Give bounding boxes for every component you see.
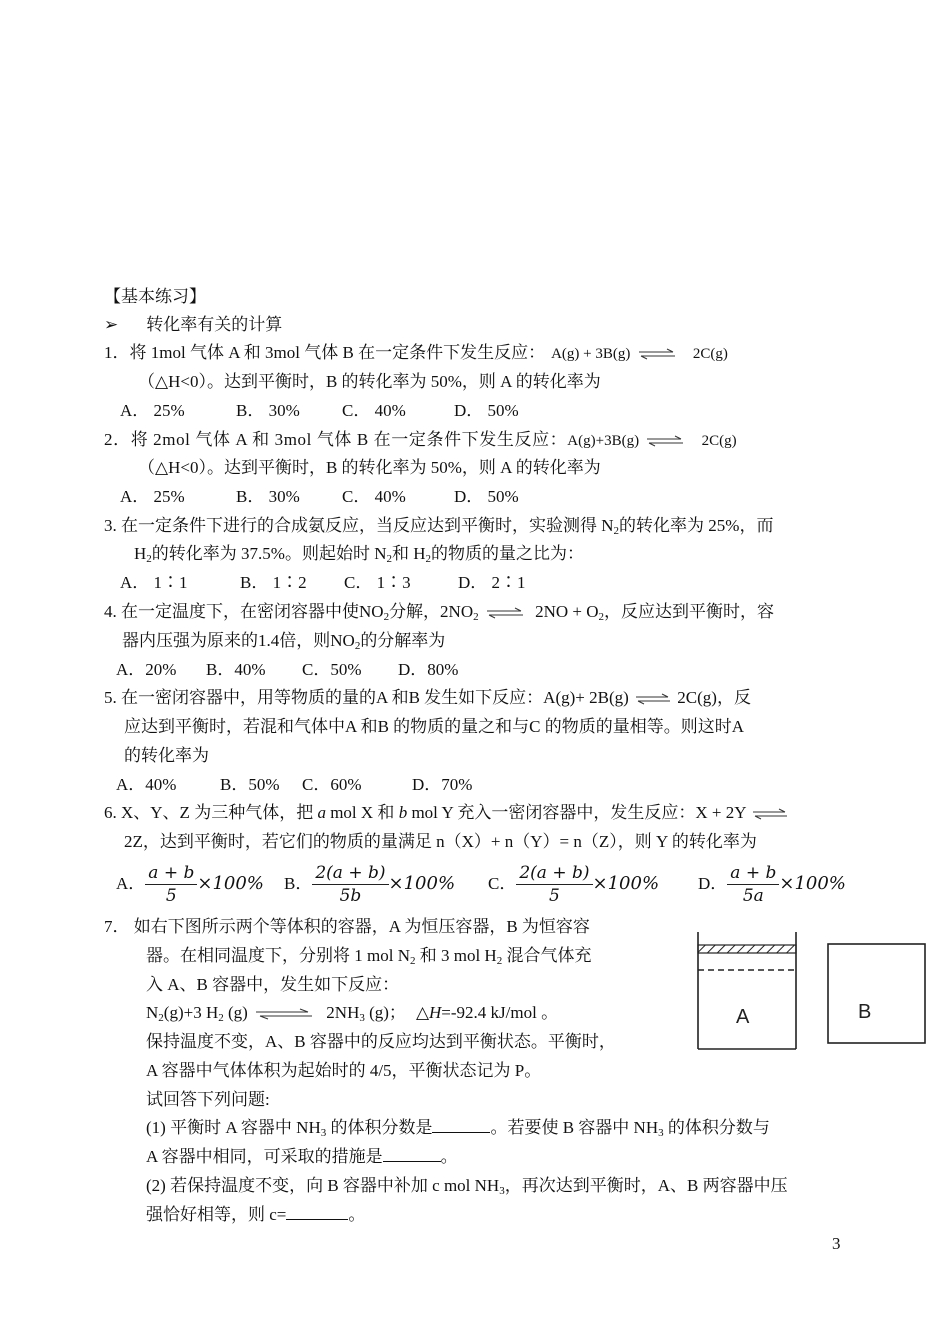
q7-line1: 7． 如右下图所示两个等体积的容器，A 为恒压容器，B 为恒容容: [104, 917, 590, 936]
q1-line1: 1．将 1mol 气体 A 和 3mol 气体 B 在一定条件下发生反应： A(g) + 3B(g) 2C(g): [104, 343, 728, 362]
q7-part1-line1: (1) 平衡时 A 容器中 $NH_3$ 的体积分数是 。若要使 B 容器中 $NH_3$ 的体积分数与: [146, 1118, 770, 1139]
answer-blank[interactable]: [383, 1145, 441, 1162]
q5-line3: 的转化率为: [124, 746, 209, 765]
q5-line2: 应达到平衡时，若混和气体中A 和B 的物质的量之和与C 的物质的量相等。则这时A: [124, 717, 745, 736]
q2-option-a: A． 25%: [120, 487, 185, 506]
q2-option-c: C． 40%: [342, 487, 406, 506]
q7-equation: $N_2(g)+3$ $H_2$ (g) $2NH_3$ (g)； △H=-92.4 kJ/mol 。: [146, 1003, 559, 1024]
q1-options: [120, 399, 519, 423]
bullet-arrow-icon: ➢: [104, 315, 119, 334]
q1-option-c: C． 40%: [342, 401, 406, 420]
q5-option-d: D．70%: [412, 775, 473, 794]
answer-blank[interactable]: [432, 1116, 490, 1133]
equilibrium-arrow-icon: [750, 807, 790, 821]
q6-option-d: D． $\frac{a + b}{5a}$ ×100%: [698, 862, 846, 906]
q1-line2: （△H<0）。达到平衡时，B 的转化率为 50%，则 A 的转化率为: [138, 372, 601, 391]
container-b: [828, 944, 925, 1043]
q7-line6: A 容器中气体体积为起始时的 4/5，平衡状态记为 P。: [146, 1061, 542, 1080]
page-number: 3: [832, 1234, 841, 1253]
q6-option-b: B． $\frac{2(a + b)}{5b}$ ×100%: [284, 862, 456, 906]
equilibrium-arrow-icon: [483, 606, 527, 620]
q3-options: [120, 571, 526, 595]
q2-option-b: B． 30%: [236, 487, 300, 506]
q7-part1-line2: A 容器中相同，可采取的措施是 。: [146, 1147, 458, 1166]
container-a-label: A: [736, 1006, 750, 1028]
q4-line2: 器内压强为原来的1.4倍，则$NO_2$的分解率为: [122, 631, 446, 652]
equilibrium-arrow-icon: [633, 692, 673, 706]
q2-line2: （△H<0）。达到平衡时，B 的转化率为 50%，则 A 的转化率为: [138, 458, 601, 477]
q3-option-c: C． 1∶3: [344, 573, 411, 592]
q2-line1: 2．将 2mol 气体 A 和 3mol 气体 B 在一定条件下发生反应：A(g)+3B(g) 2C(g): [104, 430, 737, 449]
q4-options: [116, 658, 458, 682]
q4-option-b: B．40%: [206, 660, 266, 679]
q4-line1: 4. 在一定温度下，在密闭容器中使$NO_2$分解，$2NO_2$ $2NO + O_2$，反应达到平衡时，容: [104, 602, 775, 623]
q2-option-d: D． 50%: [454, 487, 519, 506]
q5-line1: 5. 在一密闭容器中，用等物质的量的A 和B 发生如下反应：A(g)+ 2B(g) 2C(g)，反: [104, 688, 751, 707]
q1-option-a: A． 25%: [120, 401, 185, 420]
q4-option-d: D．80%: [398, 660, 459, 679]
q5-option-b: B．50%: [220, 775, 280, 794]
answer-blank[interactable]: [286, 1203, 348, 1220]
q5-option-c: C．60%: [302, 775, 362, 794]
q7-part2-line1: (2) 若保持温度不变，向 B 容器中补加 c mol $NH_3$，再次达到平衡时，A、B 两容器中压: [146, 1176, 788, 1197]
equilibrium-arrow-icon: [635, 347, 679, 361]
section-title: 【基本练习】: [104, 287, 206, 306]
piston: [698, 945, 796, 953]
q5-option-a: A．40%: [116, 775, 177, 794]
q7-line2: 器。在相同温度下，分别将 1 mol $N_2$ 和 3 mol $H_2$ 混合气体充: [146, 946, 592, 967]
q7-line5: 保持温度不变，A、B 容器中的反应均达到平衡状态。平衡时，: [146, 1032, 616, 1051]
q6-line2: 2Z，达到平衡时，若它们的物质的量满足 n（X）+ n（Y）= n（Z），则 Y 的转化率为: [124, 832, 757, 851]
q6-line1: 6. X、Y、Z 为三种气体，把 a mol X 和 b mol Y 充入一密闭容器中，发生反应：X + 2Y: [104, 801, 790, 825]
subsection-heading: [104, 313, 282, 337]
q3-option-a: A． 1∶1: [120, 573, 188, 592]
q6-option-a: A． $\frac{a + b}{5}$ ×100%: [116, 862, 264, 906]
q3-line1: 3. 在一定条件下进行的合成氨反应，当反应达到平衡时，实验测得 $N_2$的转化率为 25%，而: [104, 516, 774, 537]
q1-option-b: B． 30%: [236, 401, 300, 420]
container-b-label: B: [858, 1001, 872, 1023]
equilibrium-arrow-icon: [252, 1007, 316, 1021]
q4-option-a: A．20%: [116, 660, 177, 679]
q7-line7: 试回答下列问题:: [146, 1090, 270, 1109]
q3-option-b: B． 1∶2: [240, 573, 307, 592]
q3-line2: $H_2$的转化率为 37.5%。则起始时 $N_2$和 $H_2$的物质的量之比为：: [134, 544, 585, 565]
q5-options: [116, 773, 472, 797]
containers-figure: [690, 930, 940, 1055]
q7-line3: 入 A、B 容器中，发生如下反应：: [146, 975, 400, 994]
subsection-label: 转化率有关的计算: [146, 315, 283, 334]
q4-option-c: C．50%: [302, 660, 362, 679]
q6-options: [116, 858, 846, 910]
q7-part2-line2: 强恰好相等，则 c= 。: [146, 1205, 366, 1224]
q2-options: [120, 485, 519, 509]
q6-option-c: C． $\frac{2(a + b)}{5}$ ×100%: [488, 862, 660, 906]
q1-option-d: D． 50%: [454, 401, 519, 420]
container-a: [698, 932, 796, 1049]
q3-option-d: D． 2∶1: [458, 573, 526, 592]
equilibrium-arrow-icon: [643, 434, 687, 448]
